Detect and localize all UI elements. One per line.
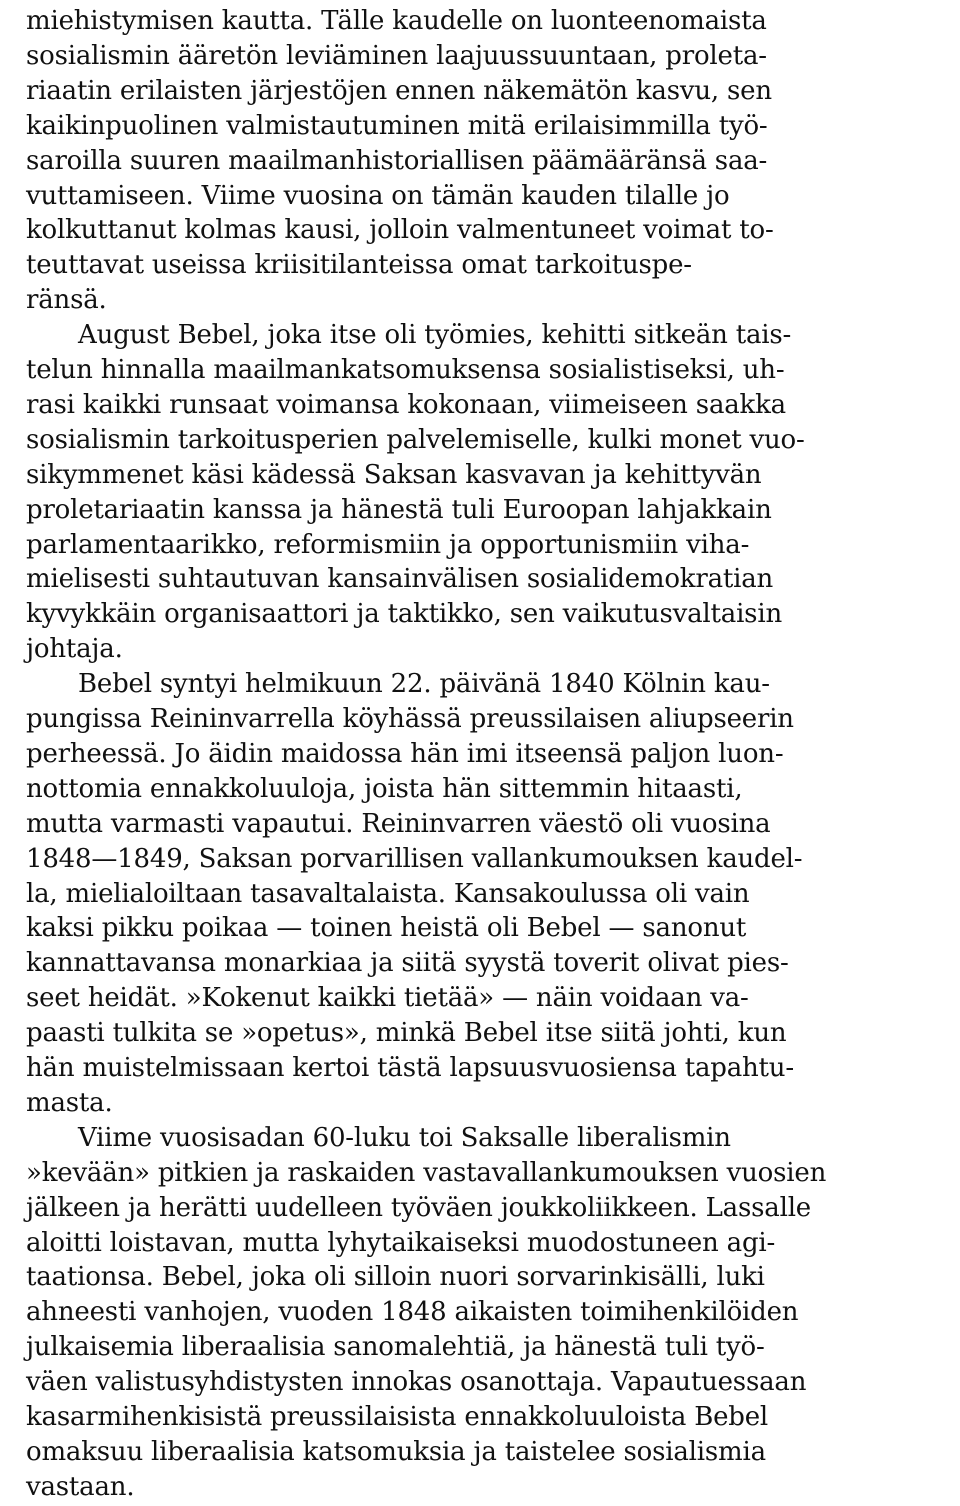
text-line: ahneesti vanhojen, vuoden 1848 aikaisten toimihenkilöiden (26, 1297, 799, 1328)
text-line: August Bebel, joka itse oli työmies, kehitti sitkeän tais- (78, 320, 792, 351)
text-line: rasi kaikki runsaat voimansa kokonaan, viimeiseen saakka (26, 389, 786, 420)
text-line: vuttamiseen. Viime vuosina on tämän kauden tilalle jo (26, 180, 730, 211)
text-line: perheessä. Jo äidin maidossa hän imi itseensä paljon luon- (26, 738, 784, 769)
text-line: telun hinnalla maailmankatsomuksensa sosialistiseksi, uh- (26, 355, 785, 385)
text-line: Bebel syntyi helmikuun 22. päivänä 1840 Kölnin kau- (78, 669, 770, 700)
text-line: teuttavat useissa kriisitilanteissa omat tarkoituspe- (26, 250, 692, 281)
text-line: hän muistelmissaan kertoi tästä lapsuusvuosiensa tapahtu- (26, 1053, 794, 1083)
text-line: miehistymisen kautta. Tälle kaudelle on luonteenomaista (26, 6, 767, 36)
text-line: riaatin erilaisten järjestöjen ennen näkemätön kasvu, sen (26, 75, 772, 106)
text-line: saroilla suuren maailmanhistoriallisen päämääränsä saa- (26, 145, 768, 176)
text-line: vastaan. (26, 1471, 135, 1502)
text-line: kolkuttanut kolmas kausi, jolloin valmentuneet voimat to- (26, 215, 774, 246)
text-line: aloitti loistavan, mutta lyhytaikaiseksi muodostuneen agi- (26, 1227, 776, 1258)
text-line: sosialismin tarkoitusperien palvelemiselle, kulki monet vuo- (26, 424, 805, 455)
text-line: sikymmenet käsi kädessä Saksan kasvavan ja kehittyvän (26, 459, 762, 490)
text-line: kasarmihenkisistä preussilaisista ennakkoluuloista Bebel (26, 1402, 769, 1432)
text-line: »kevään» pitkien ja raskaiden vastavallankumouksen vuosien (26, 1157, 827, 1188)
text-line: omaksuu liberaalisia katsomuksia ja taistelee sosialismia (26, 1436, 766, 1467)
text-line: kannattavansa monarkiaa ja siitä syystä toverit olivat pies- (26, 948, 789, 979)
text-line: taationsa. Bebel, joka oli silloin nuori sorvarinkisälli, luki (26, 1262, 765, 1293)
text-line: sosialismin ääretön leviäminen laajuussuuntaan, proleta- (26, 40, 767, 71)
text-line: seet heidät. »Kokenut kaikki tietää» — näin voidaan va- (26, 983, 749, 1014)
text-line: 1848—1849, Saksan porvarillisen vallankumouksen kaudel- (26, 843, 803, 874)
text-line: väen valistusyhdistysten innokas osanottaja. Vapautuessaan (26, 1367, 807, 1398)
text-line: proletariaatin kanssa ja hänestä tuli Euroopan lahjakkain (26, 494, 772, 525)
text-line: pungissa Reininvarrella köyhässä preussilaisen aliupseerin (26, 704, 794, 734)
text-line: julkaisemia liberaalisia sanomalehtiä, ja hänestä tuli työ- (26, 1332, 765, 1363)
text-line: mutta varmasti vapautui. Reininvarren väestö oli vuosina (26, 808, 771, 839)
text-line: parlamentaarikko, reformismiin ja opportunismiin viha- (26, 529, 750, 560)
text-line: mielisesti suhtautuvan kansainvälisen sosialidemokratian (26, 564, 774, 595)
text-line: masta. (26, 1087, 113, 1118)
text-line: jälkeen ja herätti uudelleen työväen joukkoliikkeen. Lassalle (26, 1192, 811, 1223)
text-line: Viime vuosisadan 60-luku toi Saksalle liberalismin (78, 1122, 731, 1153)
text-line: johtaja. (26, 634, 123, 665)
text-line: nottomia ennakkoluuloja, joista hän sittemmin hitaasti, (26, 773, 743, 804)
text-line: kaikinpuolinen valmistautuminen mitä erilaisimmilla työ- (26, 110, 768, 141)
text-line: paasti tulkita se »opetus», minkä Bebel itse siitä johti, kun (26, 1018, 787, 1049)
text-line: kaksi pikku poikaa — toinen heistä oli Bebel — sanonut (26, 913, 747, 944)
text-line: ränsä. (26, 285, 107, 316)
text-line: kyvykkäin organisaattori ja taktikko, sen vaikutusvaltaisin (26, 599, 782, 630)
text-line: la, mielialoiltaan tasavaltalaista. Kansakoulussa oli vain (26, 878, 750, 909)
